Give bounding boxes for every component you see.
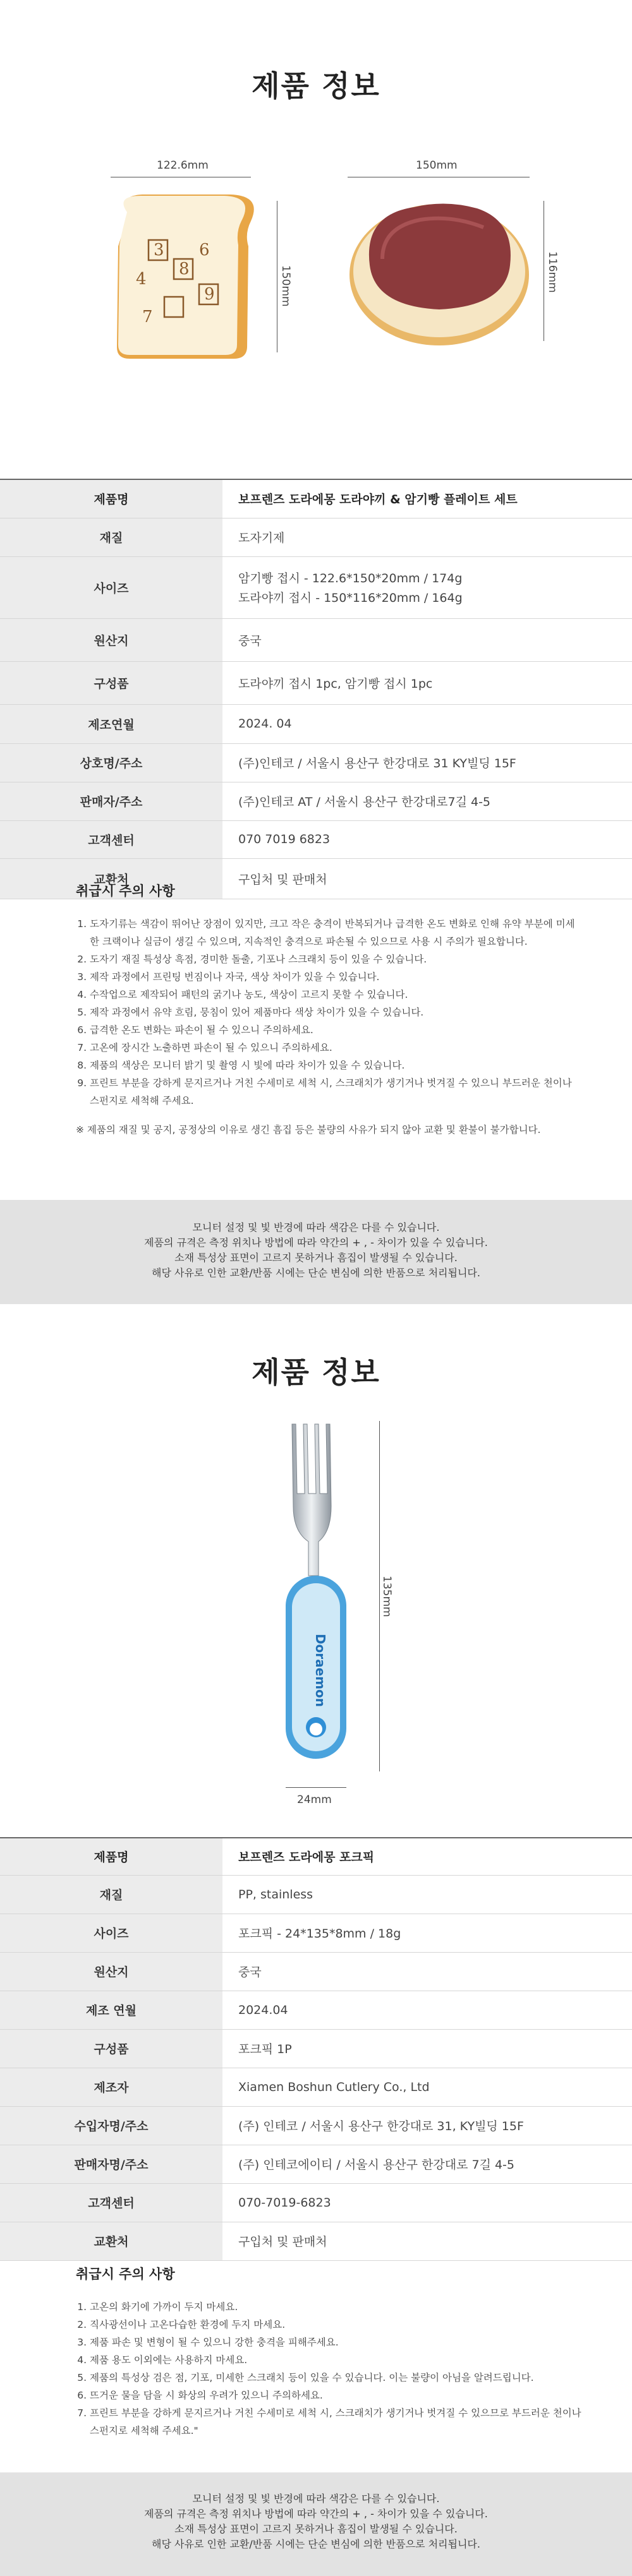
spec-value: 구입처 및 판매처: [222, 2222, 632, 2260]
notice-line: 모니터 설정 및 빛 반경에 따라 색감은 다를 수 있습니다.: [192, 1221, 440, 1233]
spec-table: [0, 479, 632, 899]
svg-text:9: 9: [204, 285, 215, 304]
caution-item: 9. 프린트 부분을 강하게 문지르거나 거친 수세미로 세척 시, 스크래치가 생기거나 벗겨질 수 있으니 부드러운 천이나 스펀지로 세척해 주세요.: [90, 1074, 581, 1110]
fork-brand-text: Doraemon: [313, 1633, 328, 1708]
spec-label: 제품명: [0, 1838, 222, 1875]
notice-line: 모니터 설정 및 빛 반경에 따라 색감은 다를 수 있습니다.: [192, 2493, 440, 2505]
caution-item: 5. 제작 과정에서 유약 흐림, 뭉침이 있어 제품마다 색상 차이가 있을 수 있습니다.: [90, 1003, 581, 1021]
fork-image: [272, 1418, 360, 1771]
spec-value: 포크픽 1P: [222, 2029, 632, 2068]
spec-label: 고객센터: [0, 2183, 222, 2222]
page-title: 제품 정보: [252, 69, 380, 103]
caution-item: 3. 제작 과정에서 프린팅 번짐이나 자국, 색상 차이가 있을 수 있습니다.: [90, 968, 581, 986]
spec-label: 구성품: [0, 661, 222, 704]
spec-label: 고객센터: [0, 820, 222, 858]
caution-list: [76, 915, 581, 1110]
spec-label: 제품명: [0, 480, 222, 518]
dorayaki-plate-image: [344, 189, 534, 350]
spec-label: 제조 연월: [0, 1991, 222, 2029]
spec-value: 도라야끼 접시 - 150*116*20mm / 164g: [238, 591, 463, 605]
caution-item: 3. 제품 파손 및 변형이 될 수 있으니 강한 충격을 피해주세요.: [90, 2333, 581, 2351]
notice-line: 제품의 규격은 측정 위치나 방법에 따라 약간의 + , - 차이가 있을 수 있습니다.: [144, 2508, 488, 2520]
page-title: 제품 정보: [252, 1355, 380, 1389]
spec-value: 070 7019 6823: [222, 820, 632, 858]
spec-value: 2024. 04: [222, 704, 632, 743]
caution-item: 7. 프린트 부분을 강하게 문지르거나 거친 수세미로 세척 시, 스크래치가 생기거나 벗겨질 수 있으므로 부드러운 천이나 스펀지로 세척해 주세요.": [90, 2404, 581, 2440]
spec-label: 제조연월: [0, 704, 222, 743]
caution-list: [76, 2298, 581, 2440]
spec-label: 상호명/주소: [0, 743, 222, 782]
svg-text:3: 3: [154, 241, 164, 260]
notice-line: 소재 특성상 표면이 고르지 못하거나 흠집이 발생될 수 있습니다.: [174, 2523, 458, 2535]
dora-width-label: 150mm: [416, 159, 458, 172]
spec-label: 원산지: [0, 1952, 222, 1991]
spec-value: 중국: [222, 618, 632, 661]
spec-label: 수입자명/주소: [0, 2106, 222, 2145]
caution-title: 취급시 주의 사항: [76, 2267, 175, 2282]
toast-height-label: 150mm: [279, 265, 292, 307]
spec-label: 제조자: [0, 2068, 222, 2106]
spec-value: 중국: [222, 1952, 632, 1991]
spec-label: 재질: [0, 1875, 222, 1914]
spec-label: 재질: [0, 518, 222, 556]
svg-text:6: 6: [199, 241, 210, 260]
caution-item: 4. 수작업으로 제작되어 패턴의 굵기나 농도, 색상이 고르지 못할 수 있습니다.: [90, 986, 581, 1003]
spec-label: 판매자명/주소: [0, 2145, 222, 2183]
notice-box: [0, 1200, 632, 1304]
spec-value: 보프렌즈 도라에몽 도라야끼 & 암기빵 플레이트 세트: [222, 480, 632, 518]
caution-block: [76, 2264, 581, 2440]
toast-width-label: 122.6mm: [157, 159, 209, 172]
dora-height-label: 116mm: [546, 251, 559, 293]
spec-table: [0, 1837, 632, 2261]
spec-value: 보프렌즈 도라에몽 포크픽: [222, 1838, 632, 1875]
spec-label: 구성품: [0, 2029, 222, 2068]
spec-value: (주)인테코 / 서울시 용산구 한강대로 31 KY빌딩 15F: [222, 743, 632, 782]
spec-label: 사이즈: [0, 556, 222, 618]
caution-item: 7. 고온에 장시간 노출하면 파손이 될 수 있으니 주의하세요.: [90, 1039, 581, 1057]
notice-line: 제품의 규격은 측정 위치나 방법에 따라 약간의 + , - 차이가 있을 수 있습니다.: [144, 1237, 488, 1249]
caution-note: ※ 제품의 재질 및 공지, 공정상의 이유로 생긴 흠집 등은 불량의 사유가 되지 않아 교환 및 환불이 불가합니다.: [76, 1124, 541, 1135]
caution-item: 8. 제품의 색상은 모니터 밝기 및 촬영 시 빛에 따라 차이가 있을 수 있습니다.: [90, 1057, 581, 1074]
caution-item: 6. 급격한 온도 변화는 파손이 될 수 있으니 주의하세요.: [90, 1021, 581, 1039]
spec-value: PP, stainless: [222, 1875, 632, 1914]
notice-line: 해당 사유로 인한 교환/반품 시에는 단순 변심에 의한 반품으로 처리됩니다.: [152, 2538, 480, 2550]
svg-text:7: 7: [142, 308, 153, 326]
caution-item: 1. 고온의 화기에 가까이 두지 마세요.: [90, 2298, 581, 2316]
caution-item: 2. 도자기 재질 특성상 흑점, 경미한 돌출, 기포나 스크래치 등이 있을 수 있습니다.: [90, 950, 581, 968]
fork-width-label: 24mm: [297, 1794, 332, 1806]
spec-value: 포크픽 - 24*135*8mm / 18g: [222, 1914, 632, 1952]
spec-label: 교환처: [0, 858, 222, 899]
spec-value: (주) 인테코 / 서울시 용산구 한강대로 31, KY빌딩 15F: [222, 2106, 632, 2145]
dim-line: [286, 1787, 346, 1788]
caution-item: 6. 뜨거운 물을 담을 시 화상의 우려가 있으니 주의하세요.: [90, 2387, 581, 2404]
caution-item: 1. 도자기류는 색감이 뛰어난 장점이 있지만, 크고 작은 충격이 반복되거나 급격한 온도 변화로 인해 유약 부분에 미세한 크랙이나 실금이 생길 수 있으며, 지속적인 충격으로 파손될 수 있으므로 사용 시 주의가 필요합니다.: [90, 915, 581, 950]
notice-line: 해당 사유로 인한 교환/반품 시에는 단순 변심에 의한 반품으로 처리됩니다.: [152, 1267, 480, 1279]
spec-label: 사이즈: [0, 1914, 222, 1952]
svg-text:8: 8: [179, 260, 190, 279]
fork-length-label: 135mm: [380, 1576, 393, 1617]
spec-label: 교환처: [0, 2222, 222, 2260]
caution-item: 4. 제품 용도 이외에는 사용하지 마세요.: [90, 2351, 581, 2369]
spec-value: (주) 인테코에이티 / 서울시 용산구 한강대로 7길 4-5: [222, 2145, 632, 2183]
caution-item: 2. 직사광선이나 고온다습한 환경에 두지 마세요.: [90, 2316, 581, 2333]
spec-value: Xiamen Boshun Cutlery Co., Ltd: [222, 2068, 632, 2106]
fork-section: [0, 1304, 632, 2576]
notice-line: 소재 특성상 표면이 고르지 못하거나 흠집이 발생될 수 있습니다.: [174, 1252, 458, 1264]
spec-value: 070-7019-6823: [222, 2183, 632, 2222]
svg-text:4: 4: [136, 270, 147, 289]
spec-value: 도라야끼 접시 1pc, 암기빵 접시 1pc: [222, 661, 632, 704]
spec-value: 구입처 및 판매처: [222, 858, 632, 899]
caution-item: 5. 제품의 특성상 검은 점, 기포, 미세한 스크래치 등이 있을 수 있습니다. 이는 불량이 아님을 알려드립니다.: [90, 2369, 581, 2387]
spec-value: 도자기제: [222, 518, 632, 556]
caution-block: [76, 881, 581, 1136]
spec-label: 판매자/주소: [0, 782, 222, 820]
spec-label: 원산지: [0, 618, 222, 661]
spec-value: 암기빵 접시 - 122.6*150*20mm / 174g: [238, 572, 463, 585]
toast-plate-image: [104, 189, 269, 366]
caution-title: 취급시 주의 사항: [76, 884, 175, 899]
spec-value: (주)인테코 AT / 서울시 용산구 한강대로7길 4-5: [222, 782, 632, 820]
dim-line: [379, 1421, 380, 1771]
notice-box: [0, 2472, 632, 2576]
spec-value: 2024.04: [222, 1991, 632, 2029]
